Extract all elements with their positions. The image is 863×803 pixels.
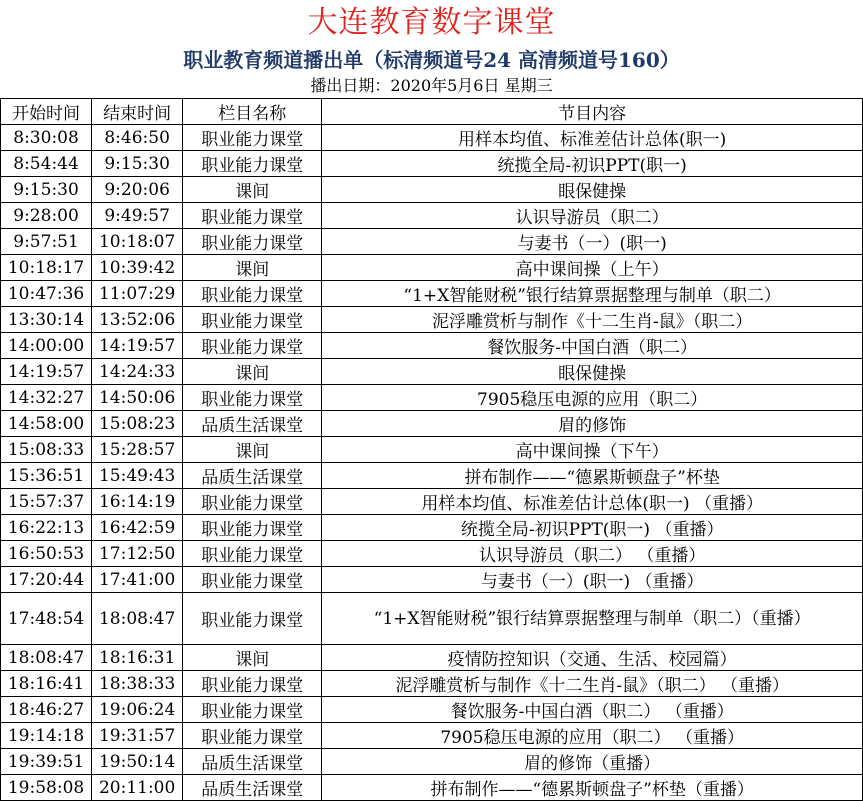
table-row: [1, 281, 863, 307]
end-time-cell: 10:18:07: [92, 229, 183, 255]
end-time-cell: 14:50:06: [92, 385, 183, 411]
column-name-cell: 职业能力课堂: [183, 203, 322, 229]
start-time-cell: 8:30:08: [1, 125, 92, 151]
start-time-cell: 14:19:57: [1, 359, 92, 385]
end-time-cell: 16:14:19: [92, 489, 183, 515]
column-name-cell: 职业能力课堂: [183, 307, 322, 333]
table-row: [1, 697, 863, 723]
start-time-cell: 18:16:41: [1, 671, 92, 697]
program-content-cell: 用样本均值、标准差估计总体(职一): [322, 125, 863, 151]
start-time-cell: 15:08:33: [1, 437, 92, 463]
header-program-content: 节目内容: [322, 99, 863, 125]
table-row: [1, 177, 863, 203]
column-name-cell: 职业能力课堂: [183, 333, 322, 359]
end-time-cell: 13:52:06: [92, 307, 183, 333]
end-time-cell: 17:41:00: [92, 567, 183, 593]
table-row: [1, 203, 863, 229]
table-row: [1, 515, 863, 541]
column-name-cell: 课间: [183, 255, 322, 281]
end-time-cell: 19:06:24: [92, 697, 183, 723]
start-time-cell: 14:32:27: [1, 385, 92, 411]
schedule-table: [0, 98, 863, 801]
end-time-cell: 19:31:57: [92, 723, 183, 749]
column-name-cell: 职业能力课堂: [183, 515, 322, 541]
program-content-cell: 眉的修饰: [322, 411, 863, 437]
start-time-cell: 19:14:18: [1, 723, 92, 749]
broadcast-date: 播出日期：2020年5月6日 星期三: [310, 76, 553, 95]
end-time-cell: 15:08:23: [92, 411, 183, 437]
start-time-cell: 9:28:00: [1, 203, 92, 229]
program-content-cell: 疫情防控知识（交通、生活、校园篇）: [322, 645, 863, 671]
end-time-cell: 15:28:57: [92, 437, 183, 463]
end-time-cell: 9:15:30: [92, 151, 183, 177]
column-name-cell: 职业能力课堂: [183, 125, 322, 151]
program-content-cell: 眉的修饰（重播）: [322, 749, 863, 775]
program-content-cell: “1+X智能财税”银行结算票据整理与制单（职二）（重播）: [322, 593, 863, 645]
table-row: [1, 333, 863, 359]
program-content-cell: 高中课间操（下午）: [322, 437, 863, 463]
table-row: [1, 437, 863, 463]
program-content-cell: 高中课间操（上午）: [322, 255, 863, 281]
table-row: [1, 723, 863, 749]
end-time-cell: 17:12:50: [92, 541, 183, 567]
end-time-cell: 14:19:57: [92, 333, 183, 359]
end-time-cell: 9:20:06: [92, 177, 183, 203]
column-name-cell: 品质生活课堂: [183, 775, 322, 801]
program-content-cell: 眼保健操: [322, 177, 863, 203]
start-time-cell: 18:46:27: [1, 697, 92, 723]
start-time-cell: 13:30:14: [1, 307, 92, 333]
column-name-cell: 职业能力课堂: [183, 723, 322, 749]
table-header-row: [1, 99, 863, 125]
column-name-cell: 课间: [183, 645, 322, 671]
end-time-cell: 18:38:33: [92, 671, 183, 697]
end-time-cell: 19:50:14: [92, 749, 183, 775]
table-row: [1, 229, 863, 255]
start-time-cell: 9:57:51: [1, 229, 92, 255]
end-time-cell: 18:16:31: [92, 645, 183, 671]
table-row: [1, 749, 863, 775]
program-content-cell: 餐饮服务-中国白酒（职二） （重播）: [322, 697, 863, 723]
end-time-cell: 10:39:42: [92, 255, 183, 281]
column-name-cell: 职业能力课堂: [183, 229, 322, 255]
table-row: [1, 645, 863, 671]
table-row: [1, 359, 863, 385]
header-end-time: 结束时间: [92, 99, 183, 125]
header-start-time: 开始时间: [1, 99, 92, 125]
column-name-cell: 品质生活课堂: [183, 411, 322, 437]
program-content-cell: 用样本均值、标准差估计总体(职一) （重播）: [322, 489, 863, 515]
start-time-cell: 14:58:00: [1, 411, 92, 437]
header-column-name: 栏目名称: [183, 99, 322, 125]
table-row: [1, 385, 863, 411]
column-name-cell: 职业能力课堂: [183, 489, 322, 515]
start-time-cell: 16:50:53: [1, 541, 92, 567]
program-content-cell: 泥浮雕赏析与制作《十二生肖-鼠》（职二） （重播）: [322, 671, 863, 697]
start-time-cell: 17:20:44: [1, 567, 92, 593]
column-name-cell: 职业能力课堂: [183, 385, 322, 411]
table-row: [1, 411, 863, 437]
page-subtitle: 职业教育频道播出单（标清频道号24 高清频道号160）: [183, 48, 680, 72]
start-time-cell: 14:00:00: [1, 333, 92, 359]
start-time-cell: 19:58:08: [1, 775, 92, 801]
end-time-cell: 11:07:29: [92, 281, 183, 307]
column-name-cell: 职业能力课堂: [183, 567, 322, 593]
column-name-cell: 职业能力课堂: [183, 281, 322, 307]
start-time-cell: 10:47:36: [1, 281, 92, 307]
table-row: [1, 125, 863, 151]
table-row: [1, 151, 863, 177]
program-content-cell: 认识导游员（职二） （重播）: [322, 541, 863, 567]
table-row: [1, 255, 863, 281]
column-name-cell: 品质生活课堂: [183, 749, 322, 775]
start-time-cell: 9:15:30: [1, 177, 92, 203]
program-content-cell: 认识导游员（职二）: [322, 203, 863, 229]
start-time-cell: 16:22:13: [1, 515, 92, 541]
end-time-cell: 16:42:59: [92, 515, 183, 541]
table-row: [1, 567, 863, 593]
start-time-cell: 17:48:54: [1, 593, 92, 645]
table-row: [1, 671, 863, 697]
column-name-cell: 职业能力课堂: [183, 151, 322, 177]
start-time-cell: 8:54:44: [1, 151, 92, 177]
end-time-cell: 15:49:43: [92, 463, 183, 489]
start-time-cell: 18:08:47: [1, 645, 92, 671]
column-name-cell: 职业能力课堂: [183, 541, 322, 567]
program-content-cell: “1+X智能财税”银行结算票据整理与制单（职二）: [322, 281, 863, 307]
column-name-cell: 品质生活课堂: [183, 463, 322, 489]
end-time-cell: 18:08:47: [92, 593, 183, 645]
start-time-cell: 15:36:51: [1, 463, 92, 489]
program-content-cell: 与妻书（一）(职一) （重播）: [322, 567, 863, 593]
start-time-cell: 15:57:37: [1, 489, 92, 515]
program-content-cell: 拼布制作——“德累斯顿盘子”杯垫（重播）: [322, 775, 863, 801]
table-row: [1, 307, 863, 333]
table-row: [1, 489, 863, 515]
end-time-cell: 8:46:50: [92, 125, 183, 151]
end-time-cell: 20:11:00: [92, 775, 183, 801]
column-name-cell: 课间: [183, 359, 322, 385]
program-content-cell: 统揽全局-初识PPT(职一) （重播）: [322, 515, 863, 541]
program-content-cell: 眼保健操: [322, 359, 863, 385]
start-time-cell: 19:39:51: [1, 749, 92, 775]
program-content-cell: 统揽全局-初识PPT(职一): [322, 151, 863, 177]
table-row: [1, 463, 863, 489]
column-name-cell: 职业能力课堂: [183, 697, 322, 723]
program-content-cell: 餐饮服务-中国白酒（职二）: [322, 333, 863, 359]
end-time-cell: 14:24:33: [92, 359, 183, 385]
schedule-rows: [1, 125, 863, 801]
column-name-cell: 职业能力课堂: [183, 593, 322, 645]
column-name-cell: 职业能力课堂: [183, 671, 322, 697]
program-content-cell: 拼布制作——“德累斯顿盘子”杯垫: [322, 463, 863, 489]
program-content-cell: 与妻书（一）(职一): [322, 229, 863, 255]
end-time-cell: 9:49:57: [92, 203, 183, 229]
program-content-cell: 泥浮雕赏析与制作《十二生肖-鼠》（职二）: [322, 307, 863, 333]
page-title: 大连教育数字课堂: [307, 5, 556, 40]
program-content-cell: 7905稳压电源的应用（职二）: [322, 385, 863, 411]
table-row: [1, 775, 863, 801]
program-content-cell: 7905稳压电源的应用（职二） （重播）: [322, 723, 863, 749]
column-name-cell: 课间: [183, 177, 322, 203]
column-name-cell: 课间: [183, 437, 322, 463]
start-time-cell: 10:18:17: [1, 255, 92, 281]
table-row: [1, 541, 863, 567]
table-row: [1, 593, 863, 645]
